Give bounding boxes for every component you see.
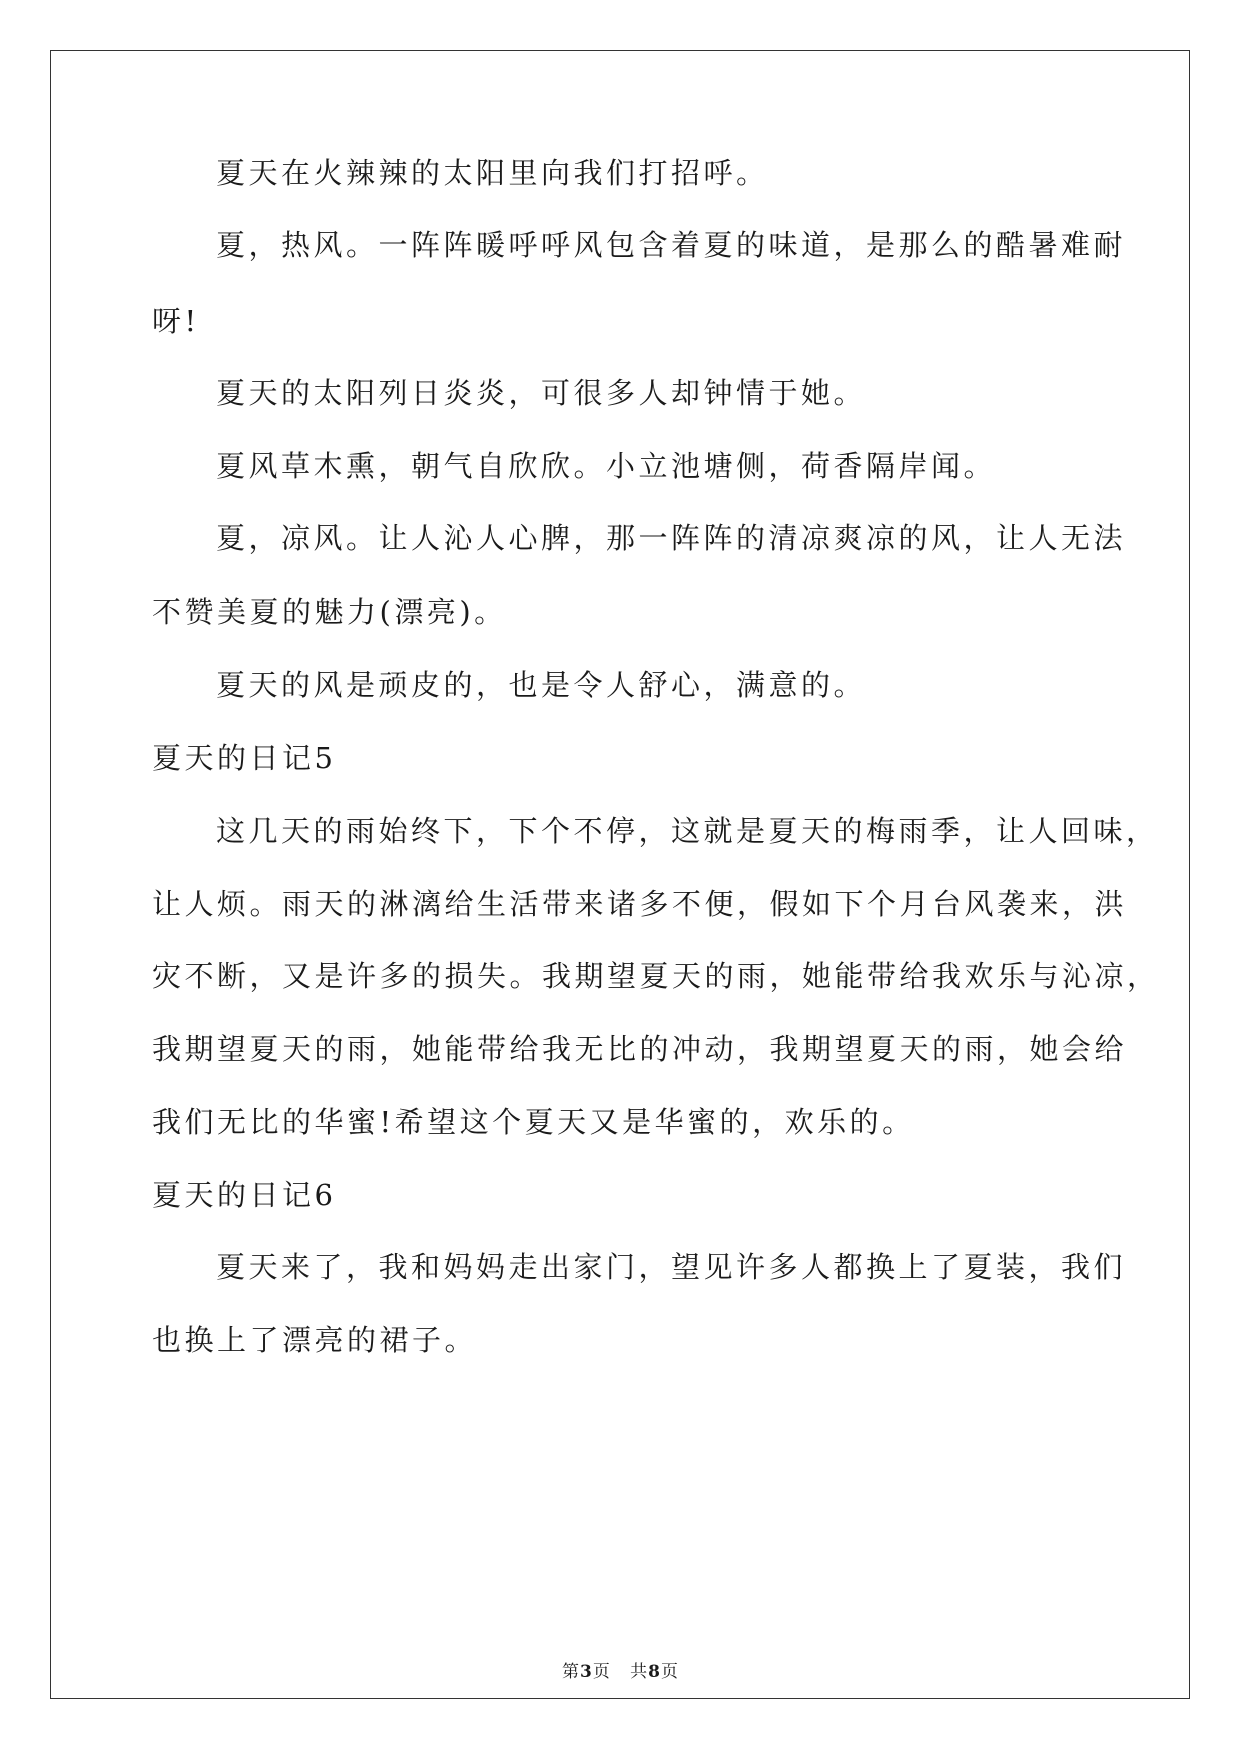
footer-page-word: 页	[592, 1662, 611, 1682]
paragraph-line: 夏天来了，我和妈妈走出家门，望见许多人都换上了夏装，我们	[216, 1250, 1127, 1284]
paragraph-line: 呀!	[152, 304, 200, 338]
paragraph-line: 夏天的太阳列日炎炎，可很多人却钟情于她。	[216, 376, 867, 410]
paragraph-line: 夏风草木熏，朝气自欣欣。小立池塘侧，荷香隔岸闻。	[216, 449, 997, 483]
paragraph-line: 也换上了漂亮的裙子。	[152, 1323, 478, 1357]
page-footer	[0, 1661, 1241, 1683]
current-page-number: 3	[580, 1662, 593, 1682]
paragraph-line: 夏，热风。一阵阵暖呼呼风包含着夏的味道，是那么的酷暑难耐	[216, 228, 1127, 262]
paragraph-line: 夏天的风是顽皮的，也是令人舒心，满意的。	[216, 668, 867, 702]
paragraph-line: 夏，凉风。让人沁人心脾，那一阵阵的清凉爽凉的风，让人无法	[216, 521, 1127, 555]
paragraph-line: 这几天的雨始终下，下个不停，这就是夏天的梅雨季，让人回味，	[216, 814, 1159, 848]
paragraph-line: 我们无比的华蜜!希望这个夏天又是华蜜的，欢乐的。	[152, 1105, 915, 1139]
page-border	[50, 50, 1190, 1699]
section-heading: 夏天的日记5	[152, 741, 337, 775]
paragraph-line: 夏天在火辣辣的太阳里向我们打招呼。	[216, 156, 769, 190]
paragraph-line: 我期望夏天的雨，她能带给我无比的冲动，我期望夏天的雨，她会给	[152, 1032, 1128, 1066]
footer-prefix: 第	[562, 1662, 581, 1682]
footer-total-prefix: 共	[630, 1662, 649, 1682]
paragraph-line: 让人烦。雨天的淋漓给生活带来诸多不便，假如下个月台风袭来，洪	[152, 887, 1128, 921]
paragraph-line: 不赞美夏的魅力(漂亮)。	[152, 595, 507, 629]
total-page-count: 8	[648, 1662, 661, 1682]
paragraph-line: 灾不断，又是许多的损失。我期望夏天的雨，她能带给我欢乐与沁凉，	[152, 959, 1160, 993]
section-heading: 夏天的日记6	[152, 1178, 337, 1212]
footer-total-suffix: 页	[660, 1662, 679, 1682]
